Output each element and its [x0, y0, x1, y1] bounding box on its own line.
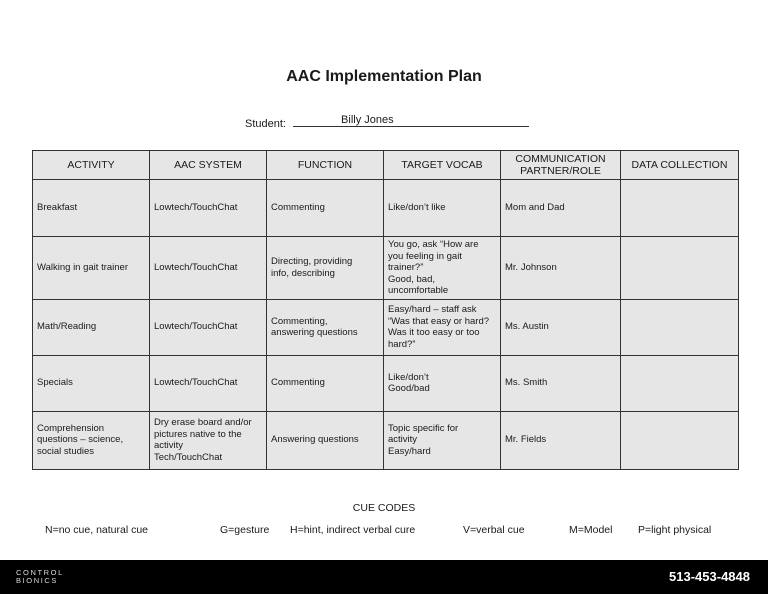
cell-function: Directing, providing info, describing [267, 237, 384, 300]
student-name-line [293, 113, 529, 127]
page-title: AAC Implementation Plan [286, 68, 482, 85]
cell-target-vocab: Like/don’t Good/bad [384, 355, 501, 411]
cell-aac-system: Lowtech/TouchChat [150, 180, 267, 237]
cell-aac-system: Lowtech/TouchChat [150, 299, 267, 355]
cell-function: Commenting, answering questions [267, 299, 384, 355]
cue-code-gesture: G=gesture [220, 524, 270, 536]
header-data-collection: DATA COLLECTION [621, 151, 739, 180]
cue-code-model: M=Model [569, 524, 613, 536]
logo-line-2: BIONICS [16, 576, 59, 585]
cell-target-vocab: Easy/hard – staff ask “Was that easy or hard? Was it too easy or too hard?” [384, 299, 501, 355]
cue-codes-title: CUE CODES [352, 502, 416, 514]
table-row [33, 180, 739, 237]
student-name: Billy Jones [341, 114, 394, 126]
cell-aac-system: Lowtech/TouchChat [150, 237, 267, 300]
control-bionics-logo [16, 569, 64, 585]
cell-activity: Breakfast [33, 180, 150, 237]
cell-communication-partner: Mr. Johnson [501, 237, 621, 300]
cell-activity: Math/Reading [33, 299, 150, 355]
cell-function: Commenting [267, 180, 384, 237]
cell-communication-partner: Mom and Dad [501, 180, 621, 237]
cell-data-collection [621, 411, 739, 469]
cell-communication-partner: Ms. Austin [501, 299, 621, 355]
cell-target-vocab: Topic specific for activity Easy/hard [384, 411, 501, 469]
cell-target-vocab: Like/don’t like [384, 180, 501, 237]
student-field [245, 113, 529, 130]
cell-activity: Comprehension questions – science, social studies [33, 411, 150, 469]
cell-function: Answering questions [267, 411, 384, 469]
table-row [33, 355, 739, 411]
cell-activity: Specials [33, 355, 150, 411]
header-communication-partner: COMMUNICATION PARTNER/ROLE [501, 151, 621, 180]
cell-function: Commenting [267, 355, 384, 411]
header-activity: ACTIVITY [33, 151, 150, 180]
footer-bar [0, 560, 768, 594]
cell-data-collection [621, 299, 739, 355]
cell-data-collection [621, 180, 739, 237]
cell-data-collection [621, 237, 739, 300]
cue-code-physical: P=light physical [638, 524, 712, 536]
cue-code-no-cue: N=no cue, natural cue [45, 524, 149, 536]
phone-number: 513-453-4848 [669, 569, 750, 584]
cell-aac-system: Dry erase board and/or pictures native to the activity Tech/TouchChat [150, 411, 267, 469]
cue-code-hint: H=hint, indirect verbal cure [290, 524, 416, 536]
cell-aac-system: Lowtech/TouchChat [150, 355, 267, 411]
table-row [33, 299, 739, 355]
header-aac-system: AAC SYSTEM [150, 151, 267, 180]
table-header-row [33, 151, 739, 180]
table-row [33, 237, 739, 300]
cell-communication-partner: Mr. Fields [501, 411, 621, 469]
logo-line-1: CONTROL [16, 568, 64, 577]
cue-code-verbal: V=verbal cue [463, 524, 525, 536]
cell-activity: Walking in gait trainer [33, 237, 150, 300]
table-row [33, 411, 739, 469]
header-function: FUNCTION [267, 151, 384, 180]
cell-communication-partner: Ms. Smith [501, 355, 621, 411]
cell-data-collection [621, 355, 739, 411]
cell-target-vocab: You go, ask “How are you feeling in gait trainer?” Good, bad, uncomfortable [384, 237, 501, 300]
implementation-table [32, 150, 739, 470]
student-label: Student: [245, 118, 286, 130]
header-target-vocab: TARGET VOCAB [384, 151, 501, 180]
